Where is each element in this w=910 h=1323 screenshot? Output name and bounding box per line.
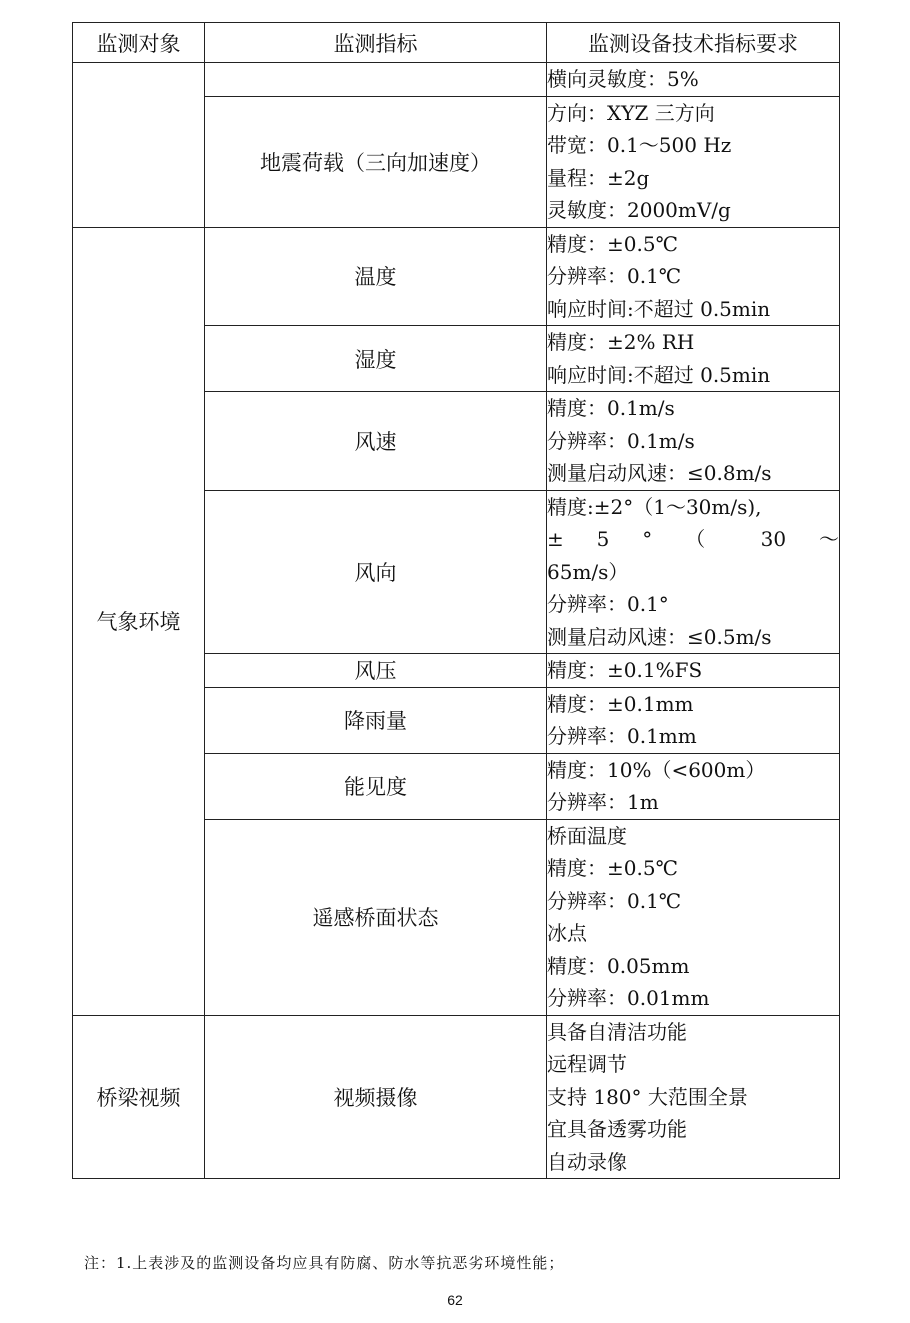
indicator-cell: 风向 (205, 490, 547, 654)
table-header (73, 23, 840, 63)
requirement-line: 分辨率：0.1m/s (547, 428, 695, 453)
requirement-cell (547, 392, 840, 491)
requirement-cell (547, 687, 840, 753)
header-object: 监测对象 (73, 23, 205, 63)
requirement-line: 65m/s） (547, 559, 629, 584)
requirement-line: 响应时间:不超过 0.5min (547, 296, 771, 321)
footnote: 注：1.上表涉及的监测设备均应具有防腐、防水等抗恶劣环境性能； (84, 1254, 565, 1272)
requirement-line: 精度：0.05mm (547, 953, 690, 978)
indicator-cell: 降雨量 (205, 687, 547, 753)
requirement-line: 远程调节 (547, 1052, 627, 1076)
requirement-line: 横向灵敏度：5% (547, 67, 699, 91)
requirement-cell (547, 63, 840, 97)
requirement-line: 测量启动风速：≤0.8m/s (547, 461, 772, 485)
requirement-line: 分辨率：0.1℃ (547, 264, 682, 288)
requirement-line: 分辨率：0.1℃ (547, 888, 682, 913)
requirement-cell (547, 490, 840, 654)
table-row (73, 1015, 840, 1179)
requirement-line: 精度：±2% RH (547, 330, 695, 354)
requirement-line: 精度：±0.5℃ (547, 231, 678, 256)
requirement-line: 分辨率：0.1° (547, 592, 669, 616)
header-indicator: 监测指标 (205, 23, 547, 63)
indicator-cell: 遥感桥面状态 (205, 819, 547, 1015)
requirement-line: 分辨率：1m (547, 790, 659, 814)
requirement-line: 具备自清洁功能 (547, 1019, 687, 1044)
requirement-line: 精度:±2°（1～30m/s), (547, 494, 762, 519)
page-number: 62 (447, 1292, 463, 1308)
indicator-cell (205, 63, 547, 97)
indicator-cell: 风压 (205, 654, 547, 688)
indicator-cell: 视频摄像 (205, 1015, 547, 1179)
table-row (73, 63, 840, 97)
requirement-cell (547, 819, 840, 1015)
requirement-line: 冰点 (547, 921, 587, 945)
monitoring-object-cell: 气象环境 (73, 227, 205, 1015)
requirement-line: 精度：0.1m/s (547, 396, 675, 420)
requirement-line: 精度：±0.5℃ (547, 856, 678, 880)
requirement-line: 分辨率：0.1mm (547, 724, 697, 748)
requirement-line: 精度：±0.1%FS (547, 658, 703, 682)
requirement-line: 精度：10%（<600m） (547, 757, 766, 782)
requirement-cell (547, 753, 840, 819)
requirement-cell (547, 96, 840, 227)
requirement-line: 方向：XYZ 三方向 (547, 100, 715, 125)
indicator-cell: 湿度 (205, 326, 547, 392)
requirement-cell (547, 1015, 840, 1179)
indicator-cell: 能见度 (205, 753, 547, 819)
indicator-cell: 风速 (205, 392, 547, 491)
requirement-line: 分辨率：0.01mm (547, 986, 710, 1010)
monitoring-object-cell (73, 63, 205, 228)
header-row (73, 23, 840, 63)
requirement-cell (547, 326, 840, 392)
requirement-line: 测量启动风速：≤0.5m/s (547, 624, 772, 649)
header-requirements: 监测设备技术指标要求 (547, 23, 840, 63)
requirement-line: 精度：±0.1mm (547, 691, 694, 716)
table-row (73, 227, 840, 326)
requirement-line: 自动录像 (547, 1149, 627, 1174)
requirement-line: 量程：±2g (547, 165, 650, 190)
monitoring-object-cell: 桥梁视频 (73, 1015, 205, 1179)
requirement-line: 支持 180° 大范围全景 (547, 1084, 748, 1109)
requirement-line: 带宽：0.1～500 Hz (547, 133, 732, 157)
requirement-cell (547, 654, 840, 688)
requirement-line: 响应时间:不超过 0.5min (547, 362, 771, 387)
indicator-cell: 地震荷载（三向加速度） (205, 96, 547, 227)
indicator-cell: 温度 (205, 227, 547, 326)
requirement-cell (547, 227, 840, 326)
requirement-line: ± 5 ° （ 30 ～ (547, 527, 839, 551)
requirement-line: 灵敏度：2000mV/g (547, 198, 731, 222)
requirement-line: 桥面温度 (547, 823, 627, 848)
spec-table (72, 22, 840, 1179)
table-body (73, 63, 840, 1179)
requirement-line: 宜具备透雾功能 (547, 1117, 687, 1141)
